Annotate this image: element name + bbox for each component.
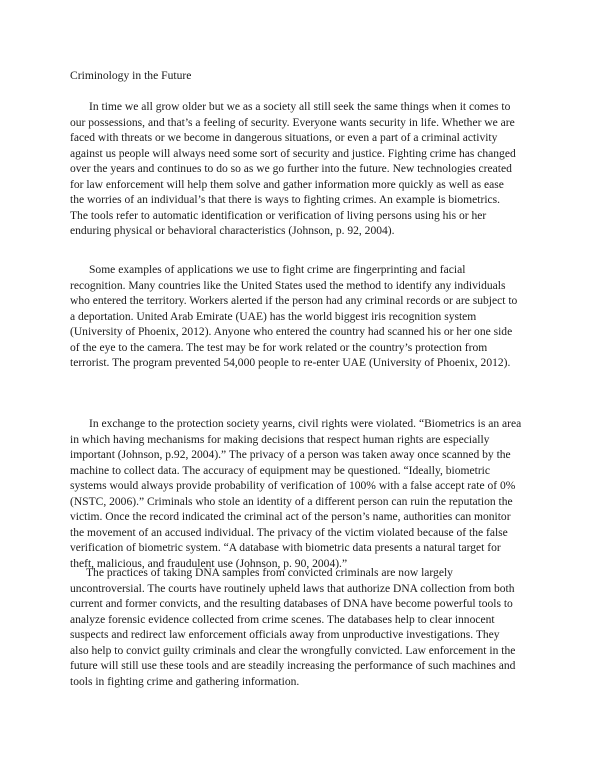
paragraph-line: verification of biometric system. “A database with biometric data presents a natural target for: [70, 542, 501, 554]
paragraph-line: against us people will always need some sort of security and justice. Fighting crime has changed: [70, 147, 516, 160]
paragraph-line: (University of Phoenix, 2012). Anyone who entered the country had scanned his or her one side: [70, 326, 513, 338]
paragraph-4: [70, 566, 540, 690]
paragraph-line: a deportation. United Arab Emirate (UAE) has the world biggest iris recognition system: [70, 310, 477, 323]
paragraph-1: [70, 100, 540, 240]
paragraph-line: also help to convict guilty criminals and clear the wrongfully convicted. Law enforcement in the: [70, 644, 516, 657]
paragraph-line: victim. Once the record indicated the criminal act of the person’s name, authorities can monitor: [70, 511, 511, 523]
paragraph-3: [70, 417, 540, 572]
paragraph-line: in which having mechanisms for making decisions that respect human rights are especially: [70, 433, 490, 446]
paragraph-line: uncontroversial. The courts have routinely upheld laws that authorize DNA collection from both: [70, 582, 515, 595]
paragraph-line: who entered the territory. Workers alerted if the person had any criminal records or are subject to: [70, 295, 518, 307]
paragraph-line: tools in fighting crime and gathering information.: [70, 675, 300, 688]
paragraph-line: theft, malicious, and fraudulent use (Johnson, p. 90, 2004).”: [70, 557, 348, 570]
paragraph-2: [70, 263, 540, 372]
paragraph-line: our possessions, and that’s a feeling of security. Everyone wants security in life. Whether we are: [70, 116, 515, 129]
paragraph-line: important (Johnson, p.92, 2004).” The privacy of a person was taken away once scanned by the: [70, 449, 511, 461]
paragraph-line: over the years and continues to do so as we go further into the future. New technologies created: [70, 163, 512, 175]
document-title: Criminology in the Future: [70, 69, 192, 82]
paragraph-line: recognition. Many countries like the United States used the method to identify any individuals: [70, 279, 506, 292]
paragraph-line: The tools refer to automatic identification or verification of living persons using his or her: [70, 209, 487, 222]
paragraph-line: systems would always provide probability of verification of 100% with a false accept rate of 0%: [70, 480, 516, 492]
paragraph-line: of the eye to the camera. The test may be for work related or the country’s protection from: [70, 341, 488, 354]
paragraph-line: the movement of an accused individual. The privacy of the victim violated because of the false: [70, 526, 508, 539]
paragraph-line: In time we all grow older but we as a society all still seek the same things when it comes to: [89, 101, 511, 113]
paragraph-line: suspects and redirect law enforcement officials away from unproductive investigations. They: [70, 629, 500, 641]
paragraph-line: Some examples of applications we use to fight crime are fingerprinting and facial: [89, 264, 466, 276]
paragraph-line: enduring physical or behavioral characteristics (Johnson, p. 92, 2004).: [70, 225, 395, 237]
paragraph-line: In exchange to the protection society yearns, civil rights were violated. “Biometrics is an area: [89, 418, 522, 430]
paragraph-line: current and former convicts, and the resulting databases of DNA have become powerful tools to: [70, 598, 513, 610]
paragraph-line: The practices of taking DNA samples from convicted criminals are now largely: [86, 567, 453, 579]
paragraph-line: future will still use these tools and are steadily increasing the performance of such machines and: [70, 660, 516, 672]
paragraph-line: for law enforcement will help them solve and gather information more quickly as well as ease: [70, 178, 504, 191]
paragraph-line: machine to collect data. The accuracy of equipment may be questioned. “Ideally, biometric: [70, 464, 491, 477]
paragraph-line: analyze forensic evidence collected from crime scenes. The databases help to clear innocent: [70, 613, 495, 626]
paragraph-line: (NSTC, 2006).” Criminals who stole an identity of a different person can ruin the reputation the: [70, 495, 513, 508]
paragraph-line: faced with threats or we become in dangerous situations, or even a part of a criminal activity: [70, 132, 498, 144]
paragraph-line: the worries of an individual’s that there is ways to fighting crimes. An example is biometrics.: [70, 194, 501, 206]
paragraph-line: terrorist. The program prevented 54,000 people to re-enter UAE (University of Phoenix, 2012).: [70, 357, 511, 369]
